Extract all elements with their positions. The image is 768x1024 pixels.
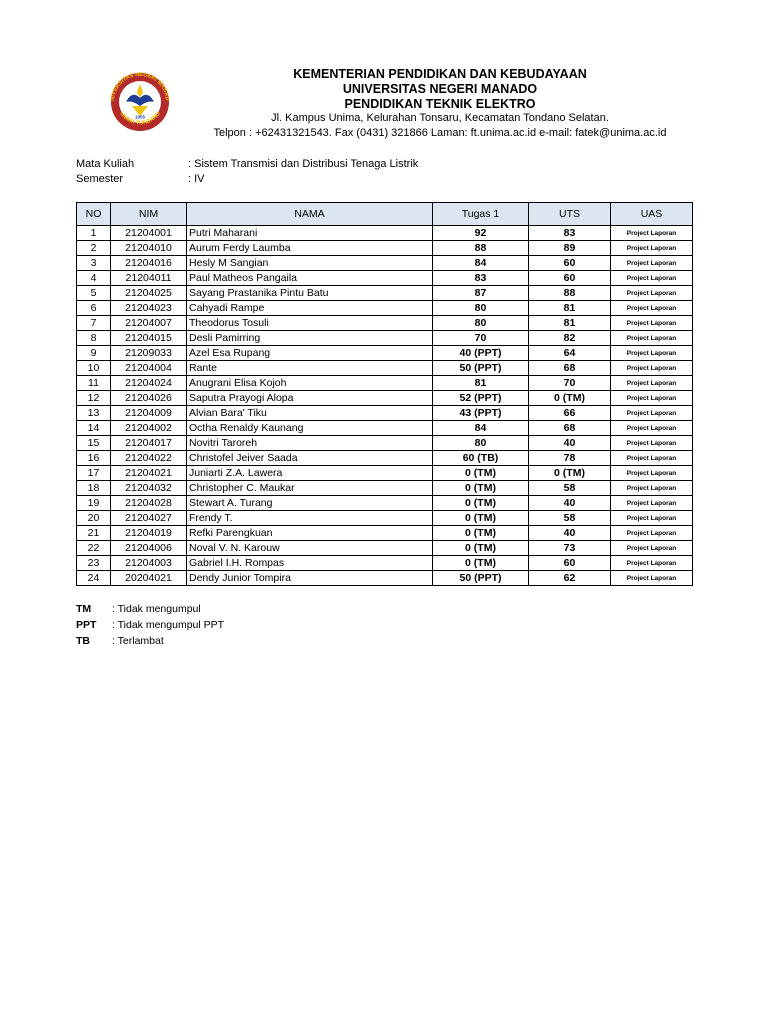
legend-code: TB (76, 635, 90, 647)
contact-line: Telpon : +62431321543. Fax (0431) 321866 Laman: ft.unima.ac.id e-mail: fatek@unima.ac.id (213, 127, 667, 139)
cell-tugas: 83 (433, 271, 529, 286)
cell-nim: 21204010 (111, 241, 187, 256)
cell-uas: Project Laporan (611, 406, 693, 421)
cell-uts: 68 (529, 421, 611, 436)
legend-desc: : Tidak mengumpul (112, 603, 201, 615)
subject-value: : Sistem Transmisi dan Distribusi Tenaga Listrik (188, 158, 419, 170)
cell-nama: Rante (187, 361, 433, 376)
cell-no: 4 (77, 271, 111, 286)
cell-uts: 0 (TM) (529, 466, 611, 481)
cell-uas: Project Laporan (611, 466, 693, 481)
cell-nim: 21204021 (111, 466, 187, 481)
cell-tugas: 88 (433, 241, 529, 256)
cell-tugas: 50 (PPT) (433, 361, 529, 376)
cell-nama: Juniarti Z.A. Lawera (187, 466, 433, 481)
cell-uts: 78 (529, 451, 611, 466)
cell-nama: Christopher C. Maukar (187, 481, 433, 496)
cell-nim: 21204026 (111, 391, 187, 406)
cell-nama: Azel Esa Rupang (187, 346, 433, 361)
cell-uas: Project Laporan (611, 481, 693, 496)
cell-no: 24 (77, 571, 111, 586)
cell-tugas: 50 (PPT) (433, 571, 529, 586)
table-row (77, 526, 693, 541)
cell-nim: 20204021 (111, 571, 187, 586)
cell-nim: 21204027 (111, 511, 187, 526)
table-row (77, 316, 693, 331)
cell-nama: Octha Renaldy Kaunang (187, 421, 433, 436)
address-line: Jl. Kampus Unima, Kelurahan Tonsaru, Kecamatan Tondano Selatan. (271, 112, 609, 124)
cell-uas: Project Laporan (611, 421, 693, 436)
cell-nim: 21204011 (111, 271, 187, 286)
cell-uas: Project Laporan (611, 331, 693, 346)
cell-nim: 21204023 (111, 301, 187, 316)
cell-tugas: 0 (TM) (433, 466, 529, 481)
table-row (77, 406, 693, 421)
cell-uas: Project Laporan (611, 526, 693, 541)
cell-nim: 21204003 (111, 556, 187, 571)
cell-uts: 40 (529, 496, 611, 511)
cell-tugas: 84 (433, 256, 529, 271)
col-header-uas: UAS (611, 203, 693, 226)
cell-uts: 70 (529, 376, 611, 391)
table-row (77, 376, 693, 391)
logo-bottom-text: UNIMA TONDANO (118, 110, 162, 127)
table-row (77, 346, 693, 361)
cell-no: 23 (77, 556, 111, 571)
col-header-nim: NIM (111, 203, 187, 226)
table-row (77, 331, 693, 346)
col-header-nama: NAMA (187, 203, 433, 226)
cell-nama: Hesly M Sangian (187, 256, 433, 271)
table-row (77, 391, 693, 406)
cell-uas: Project Laporan (611, 511, 693, 526)
cell-uas: Project Laporan (611, 376, 693, 391)
cell-uas: Project Laporan (611, 271, 693, 286)
cell-nim: 21204032 (111, 481, 187, 496)
cell-no: 17 (77, 466, 111, 481)
cell-nama: Alvian Bara' Tiku (187, 406, 433, 421)
cell-uas: Project Laporan (611, 301, 693, 316)
cell-tugas: 0 (TM) (433, 496, 529, 511)
cell-uas: Project Laporan (611, 436, 693, 451)
col-header-tugas: Tugas 1 (433, 203, 529, 226)
cell-no: 15 (77, 436, 111, 451)
cell-nama: Sayang Prastanika Pintu Batu (187, 286, 433, 301)
cell-nama: Putri Maharani (187, 226, 433, 241)
subject-label: Mata Kuliah (76, 158, 135, 170)
cell-uas: Project Laporan (611, 286, 693, 301)
table-row (77, 226, 693, 241)
cell-nim: 21204002 (111, 421, 187, 436)
table-row (77, 286, 693, 301)
cell-nama: Christofel Jeiver Saada (187, 451, 433, 466)
cell-no: 22 (77, 541, 111, 556)
cell-uas: Project Laporan (611, 496, 693, 511)
cell-no: 6 (77, 301, 111, 316)
cell-nama: Dendy Junior Tompira (187, 571, 433, 586)
table-row (77, 256, 693, 271)
col-header-no: NO (77, 203, 111, 226)
cell-tugas: 80 (433, 436, 529, 451)
cell-nama: Paul Matheos Pangaila (187, 271, 433, 286)
cell-uts: 73 (529, 541, 611, 556)
cell-uts: 40 (529, 436, 611, 451)
cell-nama: Aurum Ferdy Laumba (187, 241, 433, 256)
cell-tugas: 81 (433, 376, 529, 391)
cell-tugas: 40 (PPT) (433, 346, 529, 361)
cell-no: 12 (77, 391, 111, 406)
cell-nama: Gabriel I.H. Rompas (187, 556, 433, 571)
table-row (77, 451, 693, 466)
cell-tugas: 70 (433, 331, 529, 346)
cell-tugas: 52 (PPT) (433, 391, 529, 406)
cell-tugas: 0 (TM) (433, 481, 529, 496)
semester-value: : IV (188, 173, 205, 185)
cell-tugas: 87 (433, 286, 529, 301)
table-row (77, 511, 693, 526)
cell-tugas: 0 (TM) (433, 526, 529, 541)
cell-uts: 68 (529, 361, 611, 376)
cell-no: 11 (77, 376, 111, 391)
cell-no: 20 (77, 511, 111, 526)
cell-nama: Novitri Taroreh (187, 436, 433, 451)
cell-uts: 58 (529, 511, 611, 526)
cell-nama: Anugrani Elisa Kojoh (187, 376, 433, 391)
cell-uts: 60 (529, 271, 611, 286)
cell-uas: Project Laporan (611, 256, 693, 271)
table-row (77, 556, 693, 571)
cell-tugas: 60 (TB) (433, 451, 529, 466)
table-row (77, 481, 693, 496)
cell-no: 8 (77, 331, 111, 346)
cell-no: 3 (77, 256, 111, 271)
table-row (77, 496, 693, 511)
cell-uts: 40 (529, 526, 611, 541)
cell-nim: 21204024 (111, 376, 187, 391)
cell-nama: Stewart A. Turang (187, 496, 433, 511)
cell-tugas: 80 (433, 301, 529, 316)
cell-nama: Frendy T. (187, 511, 433, 526)
cell-nim: 21204017 (111, 436, 187, 451)
cell-uas: Project Laporan (611, 241, 693, 256)
cell-nim: 21209033 (111, 346, 187, 361)
cell-uts: 89 (529, 241, 611, 256)
cell-nim: 21204015 (111, 331, 187, 346)
table-row (77, 466, 693, 481)
cell-no: 2 (77, 241, 111, 256)
legend-code: PPT (76, 619, 97, 631)
table-row (77, 271, 693, 286)
cell-no: 5 (77, 286, 111, 301)
cell-nim: 21204025 (111, 286, 187, 301)
cell-uas: Project Laporan (611, 361, 693, 376)
cell-nim: 21204007 (111, 316, 187, 331)
table-row (77, 361, 693, 376)
cell-uts: 83 (529, 226, 611, 241)
ministry-title: KEMENTERIAN PENDIDIKAN DAN KEBUDAYAAN (293, 67, 587, 81)
cell-no: 21 (77, 526, 111, 541)
table-row (77, 241, 693, 256)
cell-tugas: 0 (TM) (433, 556, 529, 571)
cell-uts: 81 (529, 301, 611, 316)
cell-uas: Project Laporan (611, 346, 693, 361)
cell-uts: 60 (529, 556, 611, 571)
table-row (77, 571, 693, 586)
cell-uas: Project Laporan (611, 556, 693, 571)
table-row (77, 541, 693, 556)
cell-nim: 21204009 (111, 406, 187, 421)
cell-uas: Project Laporan (611, 541, 693, 556)
table-header-row (77, 203, 693, 226)
cell-uts: 64 (529, 346, 611, 361)
cell-uas: Project Laporan (611, 571, 693, 586)
semester-label: Semester (76, 173, 124, 185)
cell-uas: Project Laporan (611, 226, 693, 241)
table-row (77, 421, 693, 436)
cell-nim: 21204004 (111, 361, 187, 376)
cell-nim: 21204028 (111, 496, 187, 511)
cell-no: 16 (77, 451, 111, 466)
cell-uas: Project Laporan (611, 316, 693, 331)
department-title: PENDIDIKAN TEKNIK ELEKTRO (344, 97, 536, 111)
logo-top-text: NIVERSITAS NEGERI MANAD (109, 72, 171, 102)
cell-nama: Desli Pamirring (187, 331, 433, 346)
cell-nama: Refki Parengkuan (187, 526, 433, 541)
cell-uts: 66 (529, 406, 611, 421)
table-body (77, 226, 693, 586)
cell-nama: Noval V. N. Karouw (187, 541, 433, 556)
cell-nim: 21204016 (111, 256, 187, 271)
col-header-uts: UTS (529, 203, 611, 226)
legend-code: TM (76, 603, 92, 615)
cell-no: 9 (77, 346, 111, 361)
cell-uas: Project Laporan (611, 391, 693, 406)
cell-no: 7 (77, 316, 111, 331)
cell-no: 10 (77, 361, 111, 376)
cell-uts: 82 (529, 331, 611, 346)
cell-uts: 0 (TM) (529, 391, 611, 406)
cell-tugas: 0 (TM) (433, 541, 529, 556)
cell-nim: 21204022 (111, 451, 187, 466)
table-row (77, 301, 693, 316)
cell-no: 1 (77, 226, 111, 241)
cell-uas: Project Laporan (611, 451, 693, 466)
legend-desc: : Tidak mengumpul PPT (112, 619, 225, 631)
cell-tugas: 43 (PPT) (433, 406, 529, 421)
university-title: UNIVERSITAS NEGERI MANADO (342, 82, 538, 96)
cell-uts: 88 (529, 286, 611, 301)
cell-uts: 62 (529, 571, 611, 586)
cell-tugas: 80 (433, 316, 529, 331)
grades-table (76, 202, 693, 586)
cell-tugas: 92 (433, 226, 529, 241)
cell-nama: Saputra Prayogi Alopa (187, 391, 433, 406)
logo-year: 1955 (134, 114, 146, 120)
cell-uts: 60 (529, 256, 611, 271)
cell-nama: Cahyadi Rampe (187, 301, 433, 316)
cell-nim: 21204006 (111, 541, 187, 556)
cell-nim: 21204001 (111, 226, 187, 241)
cell-nim: 21204019 (111, 526, 187, 541)
cell-no: 18 (77, 481, 111, 496)
cell-uts: 81 (529, 316, 611, 331)
cell-uts: 58 (529, 481, 611, 496)
university-logo (104, 72, 176, 132)
legend-desc: : Terlambat (112, 635, 164, 647)
cell-tugas: 0 (TM) (433, 511, 529, 526)
cell-no: 19 (77, 496, 111, 511)
cell-tugas: 84 (433, 421, 529, 436)
table-row (77, 436, 693, 451)
cell-no: 13 (77, 406, 111, 421)
cell-nama: Theodorus Tosuli (187, 316, 433, 331)
cell-no: 14 (77, 421, 111, 436)
